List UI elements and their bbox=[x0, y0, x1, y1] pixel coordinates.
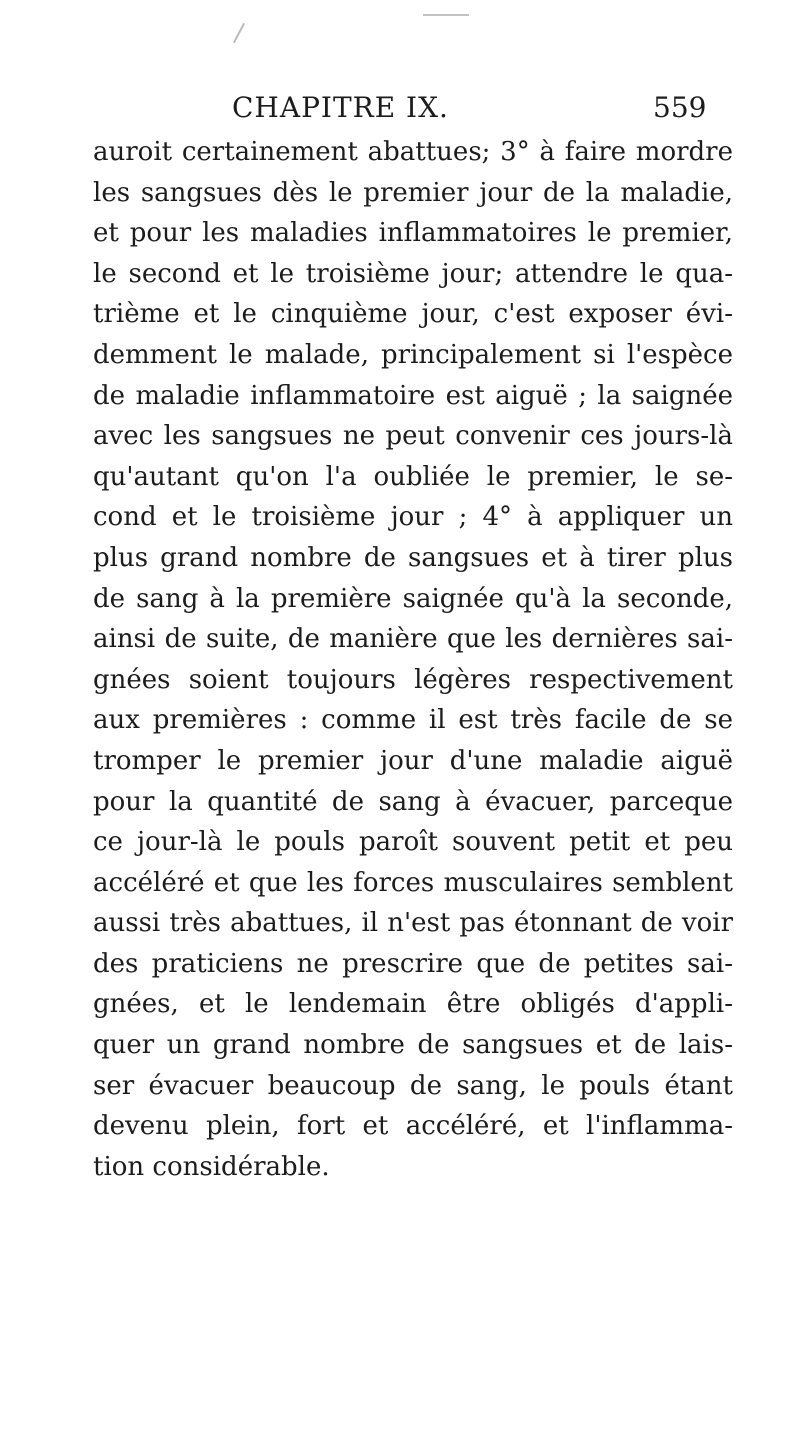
text-line: demment le malade, principalement si l'espèce bbox=[93, 339, 733, 370]
text-line: de maladie inflammatoire est aiguë ; la saignée bbox=[93, 380, 733, 411]
text-line: tromper le premier jour d'une maladie aiguë bbox=[93, 745, 733, 776]
body-text bbox=[93, 132, 733, 1187]
text-line: pour la quantité de sang à évacuer, parceque bbox=[93, 786, 733, 817]
text-line: tion considérable. bbox=[93, 1151, 330, 1182]
text-line: le second et le troisième jour; attendre le qua- bbox=[93, 258, 733, 289]
text-line: plus grand nombre de sangsues et à tirer plus bbox=[93, 542, 733, 573]
text-line: ainsi de suite, de manière que les dernières sai- bbox=[93, 624, 733, 655]
text-line: trième et le cinquième jour, c'est exposer évi- bbox=[93, 299, 733, 330]
text-line: aux premières : comme il est très facile de se bbox=[93, 705, 733, 736]
text-line: cond et le troisième jour ; 4° à appliquer un bbox=[93, 502, 733, 533]
text-line: auroit certainement abattues; 3° à faire mordre bbox=[93, 137, 733, 167]
page-number: 559 bbox=[653, 91, 707, 124]
text-line: de sang à la première saignée qu'à la seconde, bbox=[93, 583, 733, 614]
text-line: gnées soient toujours légères respectivement bbox=[93, 664, 733, 695]
text-line: devenu plein, fort et accéléré, et l'inflamma- bbox=[93, 1111, 733, 1142]
text-line: et pour les maladies inflammatoires le premier, bbox=[93, 218, 733, 249]
text-line: aussi très abattues, il n'est pas étonnant de voir bbox=[93, 908, 733, 939]
text-line: ce jour-là le pouls paroît souvent petit et peu bbox=[93, 827, 733, 858]
text-line: quer un grand nombre de sangsues et de lais- bbox=[93, 1030, 733, 1061]
text-line: avec les sangsues ne peut convenir ces jours-là bbox=[93, 421, 733, 452]
scan-artifact-slash bbox=[233, 23, 245, 43]
text-line: gnées, et le lendemain être obligés d'appli- bbox=[93, 989, 733, 1020]
scan-artifact-line bbox=[423, 14, 469, 16]
text-line: accéléré et que les forces musculaires semblent bbox=[93, 867, 733, 898]
page-header bbox=[0, 88, 800, 128]
text-line: qu'autant qu'on l'a oubliée le premier, le se- bbox=[93, 461, 733, 492]
text-line: ser évacuer beaucoup de sang, le pouls étant bbox=[93, 1070, 733, 1101]
text-line: des praticiens ne prescrire que de petites sai- bbox=[93, 948, 733, 979]
running-title: CHAPITRE IX. bbox=[232, 91, 449, 124]
text-line: les sangsues dès le premier jour de la maladie, bbox=[93, 177, 733, 208]
